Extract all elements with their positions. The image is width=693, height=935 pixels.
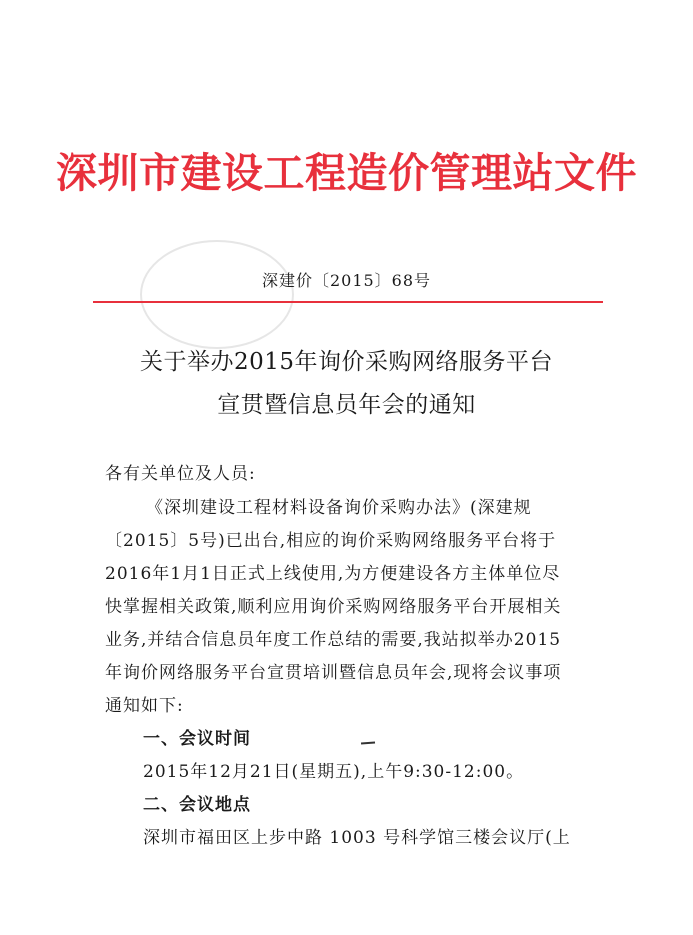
notice-title-line-2: 宣贯暨信息员年会的通知 [217, 392, 476, 418]
body-line-1: 《深圳建设工程材料设备询价采购办法》(深建规 [146, 498, 532, 518]
body-line-4: 快掌握相关政策,顺利应用询价采购网络服务平台开展相关 [105, 597, 562, 617]
body-line-2: 〔2015〕5号)已出台,相应的询价采购网络服务平台将于 [105, 531, 557, 551]
meeting-place-text: 深圳市福田区上步中路 1003 号科学馆三楼会议厅(上 [143, 828, 571, 848]
body-line-6: 年询价网络服务平台宣贯培训暨信息员年会,现将会议事项 [105, 663, 562, 683]
body-line-7: 通知如下: [105, 696, 184, 716]
body-line-5: 业务,并结合信息员年度工作总结的需要,我站拟举办2015 [105, 630, 562, 650]
letterhead-title: 深圳市建设工程造价管理站文件 [56, 149, 637, 197]
meeting-time-text: 2015年12月21日(星期五),上午9:30-12:00。 [143, 762, 525, 782]
faint-seal-stamp [140, 240, 294, 349]
section-heading-time: 一、会议时间 [143, 729, 251, 749]
handwritten-correction-mark [361, 742, 375, 744]
section-heading-place: 二、会议地点 [143, 795, 251, 815]
document-number: 深建价〔2015〕68号 [261, 271, 432, 290]
notice-title-line-1: 关于举办2015年询价采购网络服务平台 [139, 349, 554, 375]
body-line-3: 2016年1月1日正式上线使用,为方便建设各方主体单位尽 [105, 564, 561, 584]
salutation: 各有关单位及人员: [105, 464, 256, 484]
red-divider [93, 301, 603, 303]
